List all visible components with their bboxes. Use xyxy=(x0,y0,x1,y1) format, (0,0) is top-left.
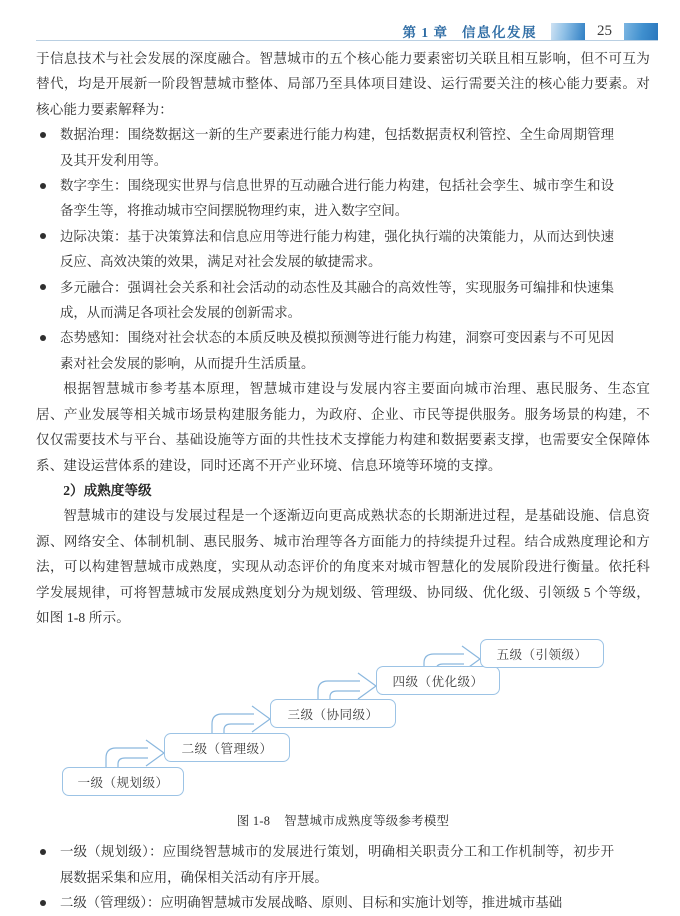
maturity-level-label: 二级（管理级） xyxy=(181,742,273,757)
bullet-dot-icon xyxy=(40,183,46,189)
maturity-level-label: 三级（协同级） xyxy=(287,708,379,723)
maturity-level-label: 五级（引领级） xyxy=(496,648,588,663)
maturity-level-box-5 xyxy=(480,639,604,668)
maturity-level-label: 四级（优化级） xyxy=(392,675,484,690)
list-item xyxy=(36,173,614,224)
header-chapter-title: 信息化发展 xyxy=(462,25,537,40)
maturity-level-box-3 xyxy=(270,699,396,728)
maturity-level-box-4 xyxy=(376,666,500,695)
paragraph-intro: 于信息技术与社会发展的深度融合。智慧城市的五个核心能力要素密切关联且相互影响，但不可互为替代，均是开展新一阶段智慧城市整体、局部乃至具体项目建设、运行需要关注的核心能力要素。对核心能力要素解释为： xyxy=(36,51,650,117)
section-heading-maturity: 2）成熟度等级 xyxy=(63,482,152,498)
page-content xyxy=(36,46,650,916)
list-item-text: 多元融合：强调社会关系和社会活动的动态性及其融合的高效性等，实现服务可编排和快速集成，从而满足各项社会发展的创新需求。 xyxy=(60,279,614,321)
bullet-dot-icon xyxy=(40,335,46,341)
page-number: 25 xyxy=(597,22,612,39)
paragraph-service-scenarios: 根据智慧城市参考基本原理，智慧城市建设与发展内容主要面向城市治理、惠民服务、生态宜居、产业发展等相关城市场景构建服务能力，为政府、企业、市民等提供服务。服务场景的构建，不仅仅需要技术与平台、基础设施等方面的共性技术支撑能力构建和数据要素支撑，也需要安全保障体系、建设运营体系的建设，同时还离不开产业环境、信息环境等环境的支撑。 xyxy=(36,381,650,473)
arrow-head-2 xyxy=(252,706,270,732)
bullet-dot-icon xyxy=(40,900,46,906)
list-item xyxy=(36,890,614,915)
bullet-dot-icon xyxy=(40,849,46,855)
header-decoration-block-right xyxy=(624,23,658,40)
figure-caption-number: 图 1-8 xyxy=(236,814,271,829)
arrow-head-1 xyxy=(146,740,164,766)
header-chapter-label: 第 1 章 xyxy=(402,25,448,40)
figure-caption xyxy=(36,811,650,829)
list-item xyxy=(36,839,614,890)
paragraph-maturity: 智慧城市的建设与发展过程是一个逐渐迈向更高成熟状态的长期渐进过程，是基础设施、信息资源、网络安全、体制机制、惠民服务、城市治理等各方面能力的持续提升过程。结合成熟度理论和方法，可以构建智慧城市成熟度，实现从动态评价的角度来对城市智慧化的发展阶段进行衡量。依托科学发展规律，可将智慧城市发展成熟度划分为规划级、管理级、协同级、优化级、引领级 5 个等级，如图 1-8 所示。 xyxy=(36,508,650,625)
list-item xyxy=(36,122,614,173)
list-item-text: 数字孪生：围绕现实世界与信息世界的互动融合进行能力构建，包括社会孪生、城市孪生和设备孪生等，将推动城市空间摆脱物理约束，进入数字空间。 xyxy=(60,178,614,219)
page-header xyxy=(36,16,658,46)
list-item-text: 数据治理：围绕数据这一新的生产要素进行能力构建，包括数据责权利管控、全生命周期管理及其开发利用等。 xyxy=(60,127,614,168)
figure-maturity-model xyxy=(36,636,650,811)
list-item xyxy=(36,224,614,275)
maturity-level-label: 一级（规划级） xyxy=(77,776,169,791)
list-item-text: 边际决策：基于决策算法和信息应用等进行能力构建，强化执行端的决策能力，从而达到快速反应、高效决策的效果，满足对社会发展的敏捷需求。 xyxy=(60,228,614,270)
maturity-level-description-list xyxy=(36,839,614,915)
maturity-level-box-1 xyxy=(62,767,184,796)
header-decoration-block-left xyxy=(551,23,585,40)
maturity-level-box-2 xyxy=(164,733,290,762)
list-item xyxy=(36,325,614,376)
header-rule xyxy=(36,40,658,41)
list-item-text: 态势感知：围绕对社会状态的本质反映及模拟预测等进行能力构建，洞察可变因素与不可见因素对社会发展的影响，从而提升生活质量。 xyxy=(60,330,614,371)
list-item-text: 一级（规划级）：应围绕智慧城市的发展进行策划，明确相关职责分工和工作机制等，初步开展数据采集和应用，确保相关活动有序开展。 xyxy=(60,844,614,885)
figure-caption-text: 智慧城市成熟度等级参考模型 xyxy=(284,814,450,829)
list-item-text: 二级（管理级）：应明确智慧城市发展战略、原则、目标和实施计划等，推进城市基础 xyxy=(60,895,563,911)
bullet-dot-icon xyxy=(40,233,46,239)
core-capability-list xyxy=(36,122,614,376)
arrow-head-3 xyxy=(358,673,376,699)
bullet-dot-icon xyxy=(40,132,46,138)
bullet-dot-icon xyxy=(40,284,46,290)
list-item xyxy=(36,275,614,326)
